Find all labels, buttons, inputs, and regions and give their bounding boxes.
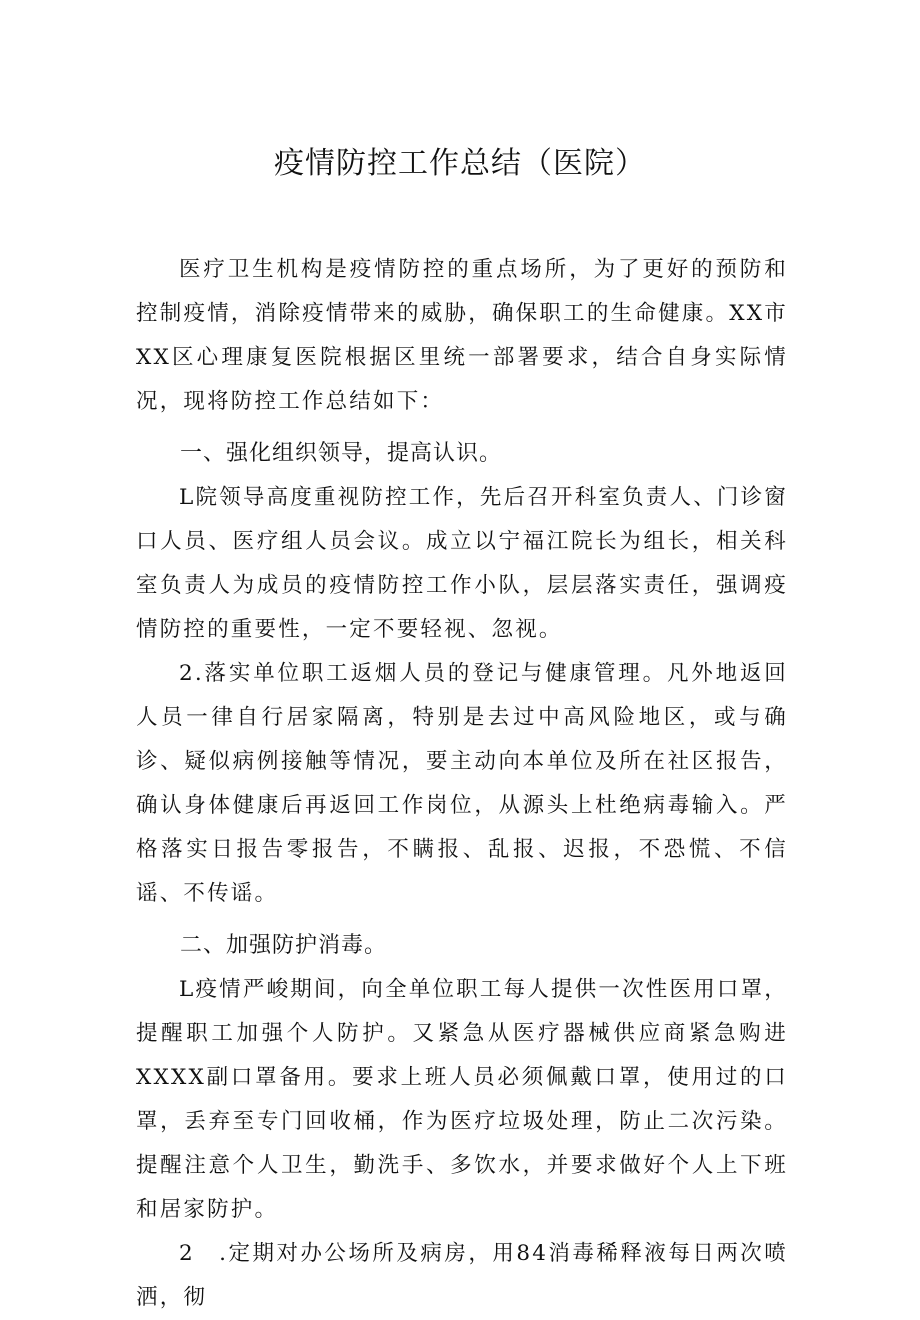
section-1-item-2: 2.落实单位职工返烟人员的登记与健康管理。凡外地返回人员一律自行居家隔离，特别是去过中高风险地区，或与确诊、疑似病例接触等情况，要主动向本单位及所在社区报告，确认身体健康后再返回工作岗位，从源头上杜绝病毒输入。严格落实日报告零报告，不瞒报、乱报、迟报，不恐慌、不信谣、不传谣。 (136, 661, 788, 906)
section-heading-2: 二、加强防护消毒。 (180, 933, 388, 958)
section-2-item-1: L疫情严峻期间，向全单位职工每人提供一次性医用口罩，提醒职工加强个人防护。又紧急从医疗器械供应商紧急购进XXXX副口罩备用。要求上班人员必须佩戴口罩，使用过的口罩，丢弃至专门回收桶，作为医疗垃圾处理，防止二次污染。提醒注意个人卫生，勤洗手、多饮水，并要求做好个人上下班和居家防护。 (136, 977, 788, 1222)
intro-paragraph: 医疗卫生机构是疫情防控的重点场所，为了更好的预防和控制疫情，消除疫情带来的威胁，确保职工的生命健康。XX市XX区心理康复医院根据区里统一部署要求，结合自身实际情况，现将防控工作总结如下： (136, 257, 788, 414)
section-2-item-2: 2 .定期对办公场所及病房，用84消毒稀释液每日两次喷洒，彻 (136, 1241, 788, 1310)
section-1-item-1: L院领导高度重视防控工作，先后召开科室负责人、门诊窗口人员、医疗组人员会议。成立以宁福江院长为组长，相关科室负责人为成员的疫情防控工作小队，层层落实责任，强调疫情防控的重要性，一定不要轻视、忽视。 (136, 485, 788, 642)
section-heading-1: 一、强化组织领导，提高认识。 (180, 441, 503, 466)
document-title: 疫情防控工作总结（医院） (274, 146, 646, 181)
document-body (136, 248, 788, 1320)
